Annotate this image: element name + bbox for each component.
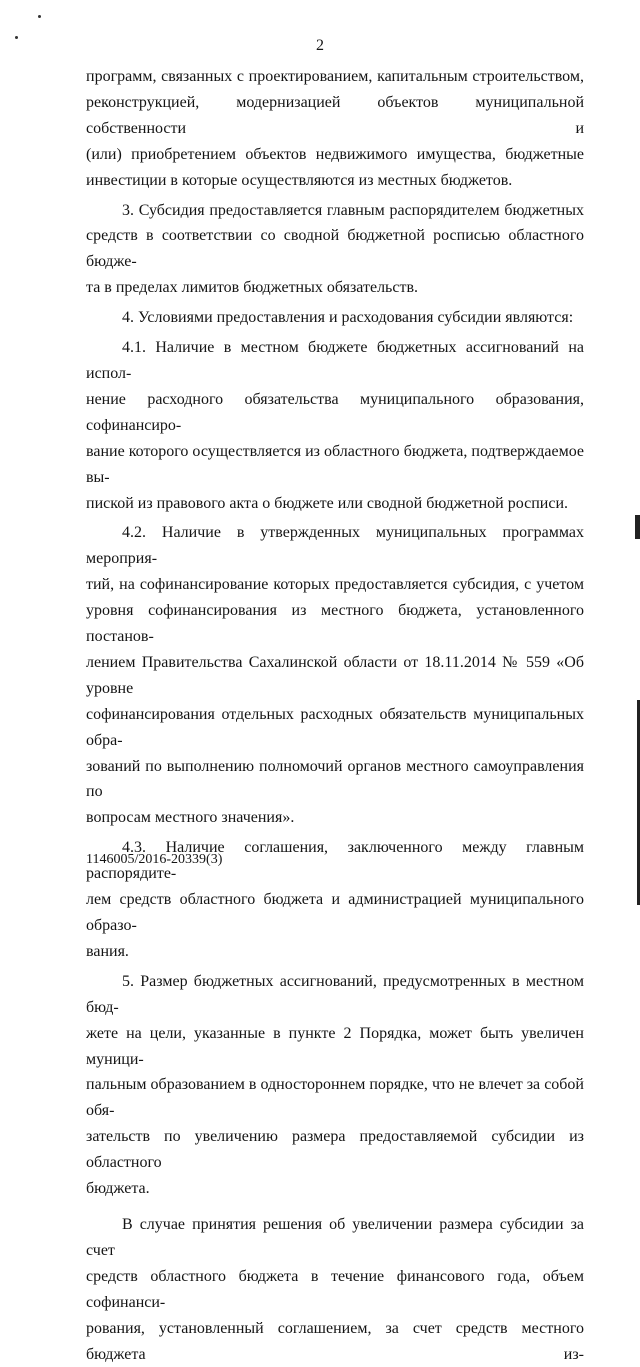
- text-line: пальным образованием в одностороннем порядке, что не влечет за собой обя-: [86, 1076, 584, 1120]
- document-body: [86, 64, 584, 1367]
- text-line: программ, связанных с проектированием, капитальным строительством,: [86, 68, 584, 85]
- text-line: тий, на софинансирование которых предоставляется субсидия, с учетом: [86, 576, 584, 594]
- text-line: уровня софинансирования из местного бюджета, установленного постанов-: [86, 602, 584, 646]
- text-line: 4. Условиями предоставления и расходования субсидии являются:: [122, 309, 574, 327]
- scan-speck: [38, 15, 41, 18]
- text-line: нение расходного обязательства муниципального образования, софинансиро-: [86, 390, 584, 434]
- text-line: (или) приобретением объектов недвижимого имущества, бюджетные: [86, 145, 584, 163]
- text-line: бюджета.: [86, 1180, 150, 1198]
- text-line: средств в соответствии со сводной бюджетной росписью областного бюдже-: [86, 227, 584, 271]
- text-line: 3. Субсидия предоставляется главным распорядителем бюджетных: [122, 201, 584, 219]
- document-registration-code: 1146005/2016-20339(3): [86, 852, 223, 867]
- text-line: пиской из правового акта о бюджете или сводной бюджетной росписи.: [86, 494, 568, 512]
- text-line: рования, установленный соглашением, за счет средств местного бюджета из-: [86, 1319, 584, 1363]
- text-line: 4.2. Наличие в утвержденных муниципальных программах мероприя-: [86, 524, 584, 568]
- text-line: вание которого осуществляется из областного бюджета, подтверждаемое вы-: [86, 442, 584, 486]
- text-line: жете на цели, указанные в пункте 2 Порядка, может быть увеличен муници-: [86, 1024, 584, 1068]
- text-line: 4.3. Наличие соглашения, заключенного между главным распорядите-: [86, 839, 584, 883]
- paragraph-6: [86, 1212, 584, 1367]
- paragraph-4-2: [86, 520, 584, 831]
- paragraph-3: [86, 198, 584, 302]
- text-line: инвестиции в которые осуществляются из местных бюджетов.: [86, 171, 513, 189]
- text-line: зательств по увеличению размера предоставляемой субсидии из областного: [86, 1128, 584, 1172]
- text-line: реконструкцией, модернизацией объектов муниципальной собственности и: [86, 93, 584, 137]
- text-line: лением Правительства Сахалинской области от 18.11.2014 № 559 «Об уровне: [86, 653, 584, 697]
- scan-edge-mark: [635, 515, 640, 539]
- text-line: 4.1. Наличие в местном бюджете бюджетных ассигнований на испол-: [86, 339, 584, 382]
- text-line: та в пределах лимитов бюджетных обязательств.: [86, 279, 418, 297]
- paragraph-4: [86, 305, 584, 331]
- text-line: зований по выполнению полномочий органов местного самоуправления по: [86, 757, 584, 801]
- text-line: вания.: [86, 942, 129, 960]
- text-line: В случае принятия решения об увеличении размера субсидии за счет: [86, 1215, 584, 1259]
- text-line: софинансирования отдельных расходных обязательств муниципальных обра-: [86, 705, 584, 749]
- paragraph-4-1: [86, 335, 584, 516]
- text-line: средств областного бюджета в течение финансового года, объем софинанси-: [86, 1267, 584, 1311]
- page-number: 2: [316, 37, 324, 54]
- text-line: 5. Размер бюджетных ассигнований, предусмотренных в местном бюд-: [86, 972, 584, 1016]
- paragraph-continued: [86, 64, 584, 194]
- text-line: лем средств областного бюджета и администрацией муниципального образо-: [86, 891, 584, 934]
- text-line: вопросам местного значения».: [86, 809, 295, 827]
- paragraph-5: [86, 969, 584, 1202]
